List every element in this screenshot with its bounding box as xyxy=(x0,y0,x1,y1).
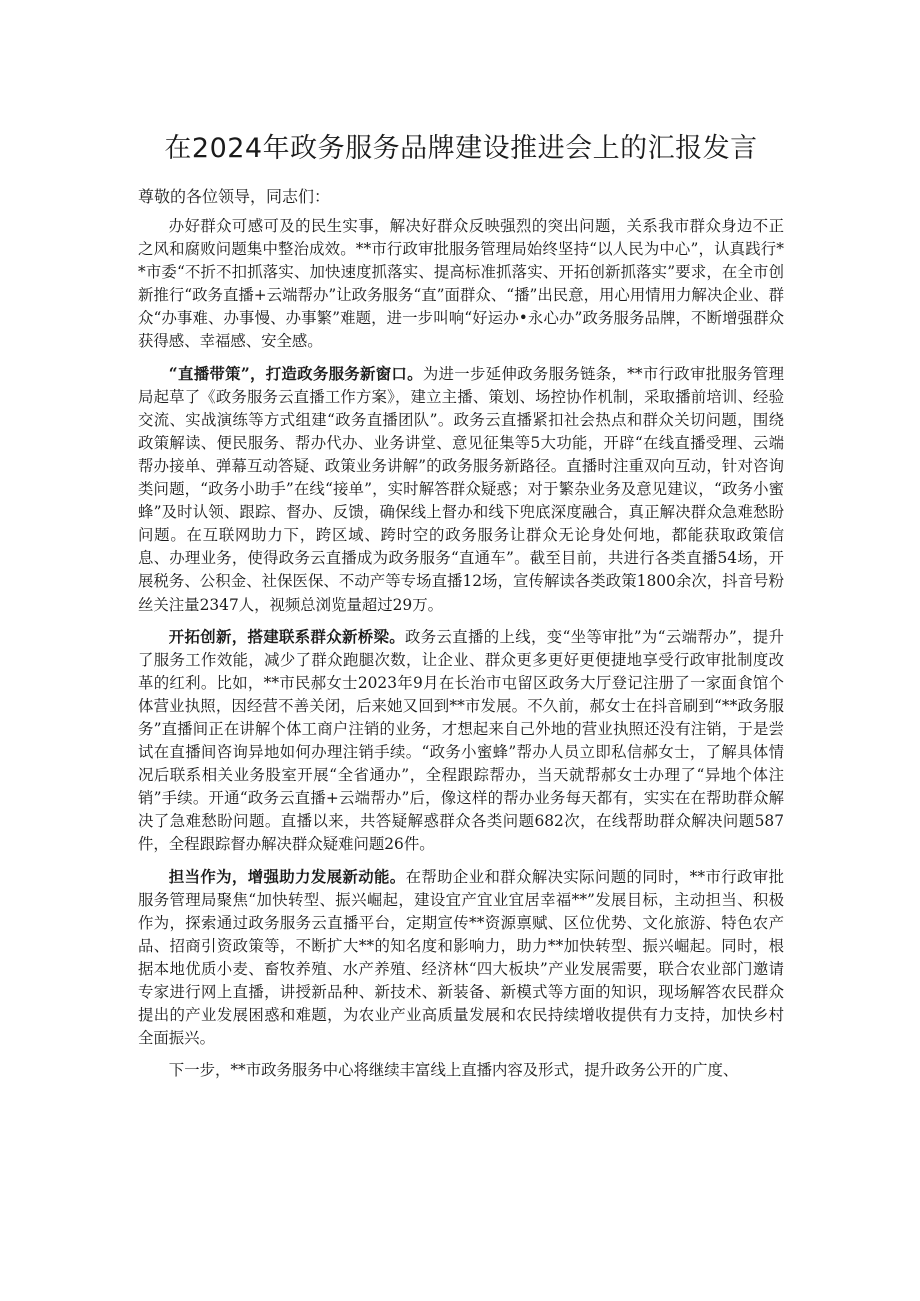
paragraph-live-broadcast xyxy=(138,363,784,617)
salutation: 尊敬的各位领导，同志们： xyxy=(138,187,331,206)
paragraph-text: 下一步，**市政务服务中心将继续丰富线上直播内容及形式，提升政务公开的广度、 xyxy=(168,1061,739,1080)
document-title: 在2024年政务服务品牌建设推进会上的汇报发言 xyxy=(164,133,758,164)
paragraph-text: 政务云直播的上线，变“坐等审批”为“云端帮办”，提升了服务工作效能，减少了群众跑腿次数，让企业、群众更多更好更便捷地享受行政审批制度改革的红利。比如，**市民郝女士2023年9月在长治市屯留区政务大厅登记注册了一家面食馆个体营业执照，因经营不善关闭，后来她又回到**市发展。不久前，郝女士在抖音刷到“**政务服务”直播间正在讲解个体工商户注销的业务，才想起来自己外地的营业执照还没有注销，于是尝试在直播间咨询异地如何办理注销手续。“政务小蜜蜂”帮办人员立即私信郝女士，了解具体情况后联系相关业务股室开展“全省通办”，全程跟踪帮办，当天就帮郝女士办理了“异地个体注销”手续。开通“政务云直播+云端帮办”后，像这样的帮办业务每天都有，实实在在帮助群众解决了急难愁盼问题。直播以来，共答疑解惑群众各类问题682次，在线帮助群众解决问题587件，全程跟踪督办解决群众疑难问题26件。 xyxy=(138,627,784,854)
paragraph-text: 在帮助企业和群众解决实际问题的同时，**市行政审批服务管理局聚焦“加快转型、振兴崛起，建设宜产宜业宜居幸福**”发展目标，主动担当、积极作为，探索通过政务服务云直播平台，定期宣传**资源禀赋、区位优势、文化旅游、特色农产品、招商引资政策等，不断扩大**的知名度和影响力，助力**加快转型、振兴崛起。同时，根据本地优质小麦、畜牧养殖、水产养殖、经济林“四大板块”产业发展需要，联合农业部门邀请专家进行网上直播，讲授新品种、新技术、新装备、新模式等方面的知识，现场解答农民群众提出的产业发展困惑和难题，为农业产业高质量发展和农民持续增收提供有力支持，加快乡村全面振兴。 xyxy=(138,867,784,1048)
paragraph-development xyxy=(138,866,784,1051)
paragraph-text: 为进一步延伸政务服务链条，**市行政审批服务管理局起草了《政务服务云直播工作方案》，建立主播、策划、场控协作机制，采取播前培训、经验交流、实战演练等方式组建“政务直播团队”。政务云直播紧扣社会热点和群众关切问题，围绕政策解读、便民服务、帮办代办、业务讲堂、意见征集等5大功能，开辟“在线直播受理、云端帮办接单、弹幕互动答疑、政策业务讲解”的政务服务新路径。直播时注重双向互动，针对咨询类问题，“政务小助手”在线“接单”，实时解答群众疑惑；对于繁杂业务及意见建议，“政务小蜜蜂”及时认领、跟踪、督办、反馈，确保线上督办和线下兜底深度融合，真正解决群众急难愁盼问题。在互联网助力下，跨区域、跨时空的政务服务让群众无论身处何地，都能获取政策信息、办理业务，使得政务云直播成为政务服务“直通车”。截至目前，共进行各类直播54场，开展税务、公积金、社保医保、不动产等专场直播12场，宣传解读各类政策1800余次，抖音号粉丝关注量2347人，视频总浏览量超过29万。 xyxy=(138,364,784,614)
paragraph-innovation xyxy=(138,626,784,857)
paragraph-intro xyxy=(138,215,784,354)
paragraph-lead-heading: 担当作为，增强助力发展新动能。 xyxy=(168,867,406,886)
document-page xyxy=(138,126,784,1091)
paragraph-lead-heading: 开拓创新，搭建联系群众新桥梁。 xyxy=(168,627,406,646)
paragraph-lead-heading: “直播带策”，打造政务服务新窗口。 xyxy=(168,364,423,383)
paragraph-next-step xyxy=(138,1059,784,1082)
paragraph-text: 办好群众可感可及的民生实事，解决好群众反映强烈的突出问题，关系我市群众身边不正之风和腐败问题集中整治成效。**市行政审批服务管理局始终坚持“以人民为中心”，认真践行**市委“不折不扣抓落实、加快速度抓落实、提高标准抓落实、开拓创新抓落实”要求，在全市创新推行“政务直播+云端帮办”让政务服务“直”面群众、“播”出民意，用心用情用力解决企业、群众“办事难、办事慢、办事繁”难题，进一步叫响“好运办•永心办”政务服务品牌，不断增强群众获得感、幸福感、安全感。 xyxy=(138,217,784,351)
